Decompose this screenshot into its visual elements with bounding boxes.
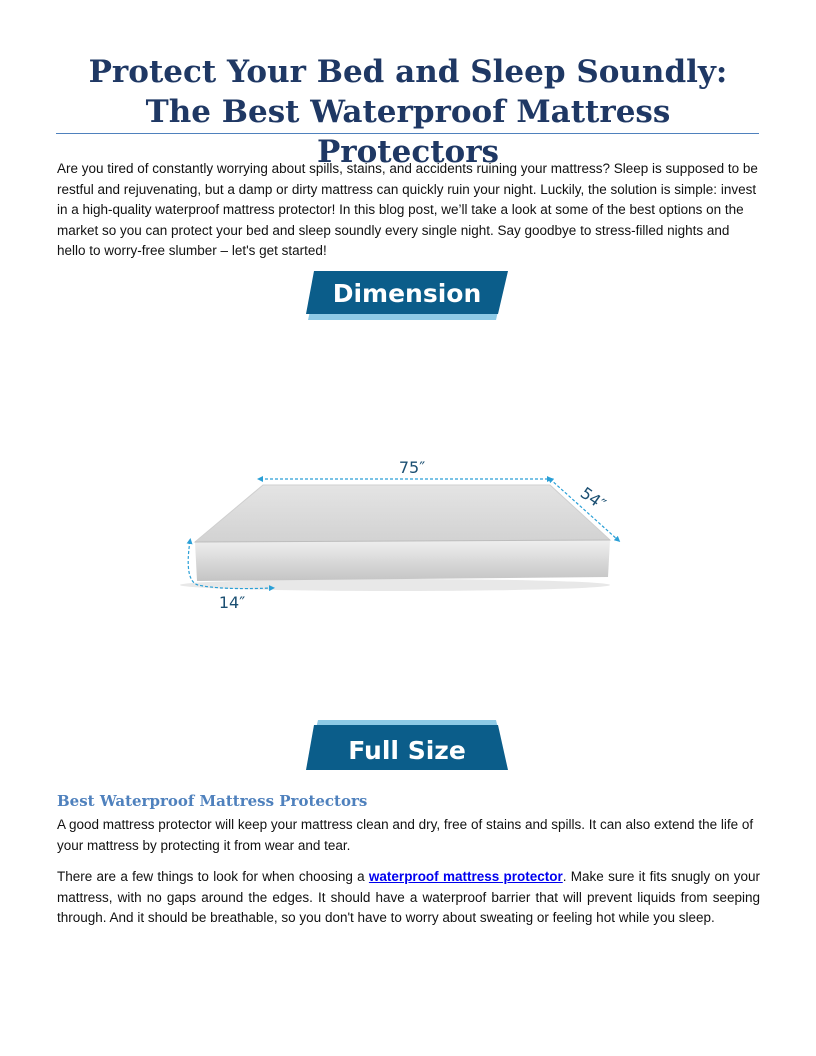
waterproof-mattress-protector-link[interactable]: waterproof mattress protector [368, 869, 563, 884]
title-divider [56, 133, 759, 134]
width-label: 54″ [576, 483, 610, 514]
body-paragraph-1: A good mattress protector will keep your mattress clean and dry, free of stains and spills. It can also extend the life of your mattress by protecting it from wear and tear. [57, 817, 754, 853]
body-paragraph-2 [57, 867, 760, 929]
intro-paragraph: Are you tired of constantly worrying about spills, stains, and accidents ruining your mattress? Sleep is supposed to be restful and rejuvenating, but a damp or dirty mattress can quickly ruin your night. Luckily, the solution is simple: invest in a high-quality waterproof mattress protector! In this blog post, we’ll take a look at some of the best options on the market so you can protect your bed and sleep soundly every single night. Say goodbye to stress-filled nights and hello to worry-free slumber – let's get started! [57, 161, 758, 258]
full-size-banner [306, 718, 508, 770]
article-title: Protect Your Bed and Sleep Soundly: The Best Waterproof Mattress Protectors [88, 54, 728, 170]
mattress-dimension-image [180, 445, 636, 620]
dimension-banner-label: Dimension [332, 279, 482, 308]
mattress-front-side [195, 540, 610, 581]
para2-text-before: There are a few things to look for when choosing a [57, 869, 369, 884]
mattress-top-surface [195, 485, 610, 542]
length-label: 75″ [398, 458, 426, 477]
dimension-banner [306, 268, 508, 320]
height-label: 14″ [218, 593, 246, 612]
full-size-banner-label: Full Size [348, 736, 466, 765]
section-heading: Best Waterproof Mattress Protectors [57, 792, 368, 810]
para2-text-after: . Make sure it fits snugly on your mattress, with no gaps around the edges. It should have a waterproof barrier that will prevent liquids from seeping through. And it should be breathable, so you don't have to worry about sweating or feeling hot while you sleep. [57, 869, 760, 925]
